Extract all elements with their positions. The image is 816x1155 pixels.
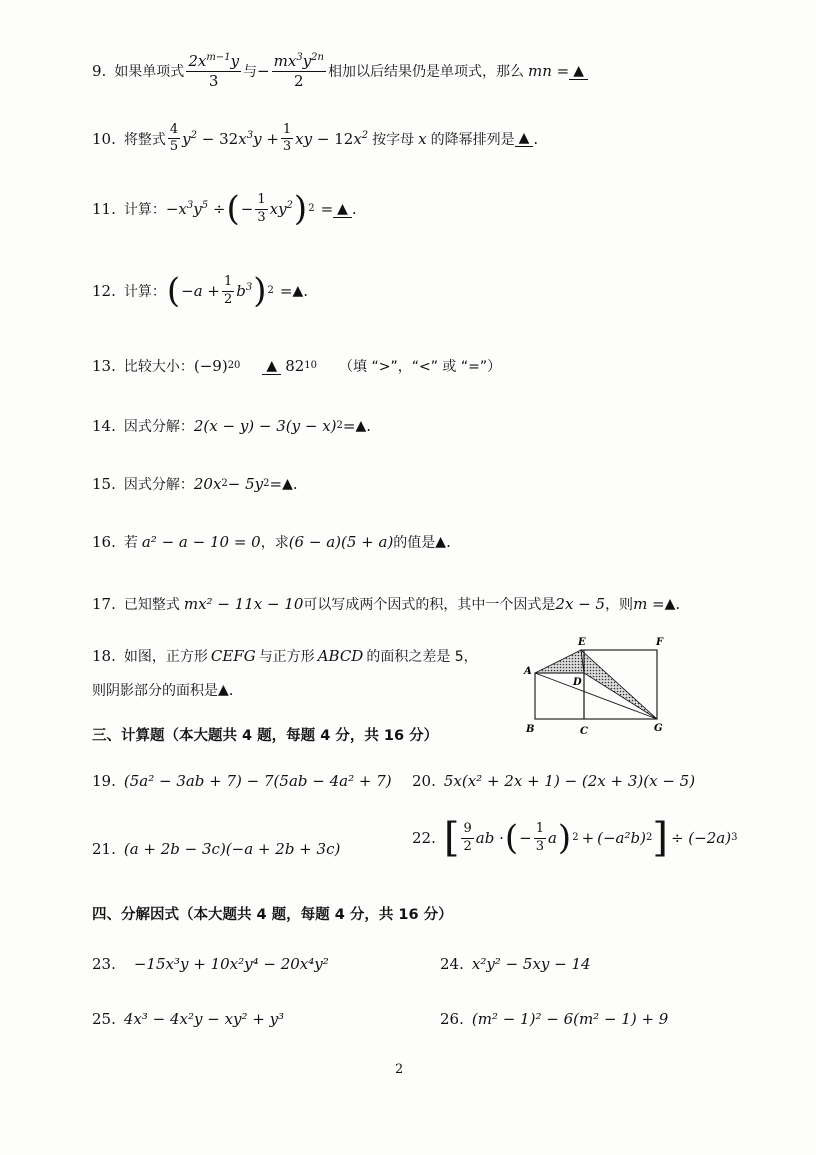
question-number: 14. [92,417,116,435]
expression: (−a²b) [597,829,646,847]
expression: (m² − 1)² − 6(m² − 1) + 9 [471,1010,669,1028]
page-number: 2 [395,1062,404,1077]
question-text: 与 [243,64,258,81]
question-text: 如图，正方形 [123,649,208,665]
question-9: 9. 如果单项式 $\frac{2x^{m-1}y}{3}$ 与 − $\frac{mx^3y^{2n}}{2}$ 相加以后结果仍是单项式，那么 mn = ▲ [92,52,588,91]
fraction: $\frac{1}{3}$ [535,821,544,854]
equals: = [342,417,356,435]
expression: (5a² − 3ab + 7) − 7(5ab − 4a² + 7) [123,772,392,790]
expression: a [547,829,557,847]
question-10: 10. 将整式 $\frac{4}{5}$ $y^2 - 32x^3y$ + $\frac{1}{3}$ xy − $12x^2$ 按字母 x 的降幂排列是 ▲ . [92,122,539,155]
factor: 2x − 5 [555,595,606,613]
expression: 20x [193,475,222,493]
expression: 5x(x² + 2x + 1) − (2x + 3)(x − 5) [443,772,696,790]
square-name: ABCD [317,647,364,665]
question-26 [440,1010,668,1028]
question-11: 11. 计算： $-x^3y^5$ ÷ ( − $\frac{1}{3}$ $xy^2$ ) 2 = ▲ . [92,189,357,229]
question-number: 18. [92,647,116,665]
question-number: 24. [440,955,464,973]
fraction: $\frac{1}{3}$ [257,192,266,225]
question-number: 17. [92,595,116,613]
period: . [292,475,298,493]
label-a: A [524,666,532,677]
question-text: 按字母 [372,131,415,148]
label-c: C [580,726,588,735]
shaded-region-main [581,650,657,719]
expression: ÷ (−2a) [670,829,732,847]
answer-blank: ▲ [282,476,293,492]
question-text: 与正方形 [258,649,315,665]
question-number: 19. [92,772,116,790]
question-18 [92,646,478,666]
label-d: D [573,677,582,688]
plus: + [581,829,595,847]
answer-blank: ▲ [218,682,229,698]
question-number: 26. [440,1010,464,1028]
answer-blank: ▲ [515,130,534,147]
answer-blank: ▲ [262,358,281,375]
label-b: B [526,724,535,735]
question-12: 12. 计算： ( −a + $\frac{1}{2}$ $b^3$ ) 2 = ▲ . [92,271,309,311]
question-18-line2 [92,680,234,700]
expression: −15x³y + 10x²y⁴ − 20x⁴y² [133,955,329,973]
question-number: 22. [412,829,436,847]
answer-prompt: mn = [527,62,570,81]
answer-blank: ▲ [569,63,588,80]
square-name: CEFG [210,647,256,665]
section-heading-3: 三、计算题（本大题共 4 题，每题 4 分，共 16 分） [92,728,439,744]
fraction: $\frac{1}{3}$ [282,122,292,155]
question-20 [412,772,695,790]
expression: ab · [475,829,504,847]
expression: − 5y [227,475,264,493]
period: . [228,681,234,699]
section-heading-4: 四、分解因式（本大题共 4 题，每题 4 分，共 16 分） [92,907,453,923]
expression: (a + 2b − 3c)(−a + 2b + 3c) [123,840,341,858]
question-text: 已知整式 [123,597,180,613]
fraction-monomial-2: $\frac{mx^3y^{2n}}{2}$ [273,52,324,90]
question-text: 计算： [123,202,166,218]
answer-blank: ▲ [664,596,676,612]
question-number: 23. [92,955,116,973]
question-number: 10. [92,129,116,148]
question-21 [92,840,340,858]
geometry-figure [520,633,670,735]
condition: a² − a − 10 = 0 [141,533,261,551]
period: . [446,533,451,551]
question-text: 的值是 [393,535,436,551]
expression: 2(x − y) − 3(y − x) [193,417,337,435]
equals: = [320,200,334,218]
period: . [303,282,309,300]
equals: = [269,475,283,493]
question-number: 12. [92,282,116,300]
answer-blank: ▲ [333,201,352,218]
question-text: 则阴影部分的面积是 [92,683,218,699]
question-text: （填 “>”，“<” 或 “=”） [339,359,502,375]
fraction: $\frac{4}{5}$ [169,122,179,155]
question-14: 14. 因式分解： 2(x − y) − 3(y − x) 2 = ▲ . [92,417,372,435]
question-number: 16. [92,533,116,551]
question-text: 的面积之差是 5， [366,649,478,665]
question-19 [92,772,392,790]
question-text: 将整式 [123,131,166,148]
label-e: E [578,637,586,648]
fraction-monomial-1: $\frac{2x^{m-1}y}{3}$ [188,52,240,90]
question-23 [92,955,329,973]
question-24 [440,955,591,973]
equals: = [279,282,293,300]
variable: x [418,129,427,148]
left-expression: (−9) [193,357,228,375]
fraction: $\frac{1}{2}$ [223,274,233,307]
answer-blank: ▲ [292,283,304,299]
question-text: 的降幂排列是 [430,131,515,148]
question-number: 15. [92,475,116,493]
period: . [675,595,681,613]
question-17 [92,594,680,614]
question-number: 11. [92,200,116,218]
question-text: 如果单项式 [114,64,185,81]
expression: mx² − 11x − 10 [183,595,304,613]
question-number: 13. [92,357,116,375]
question-text: 因式分解： [123,477,194,493]
period: . [366,417,372,435]
answer-blank: ▲ [355,418,367,434]
question-22: 22. [ $\frac{9}{2}$ ab · ( − $\frac{1}{3}$ a ) 2 + (−a²b) 2 ] ÷ (−2a) 3 [412,815,738,861]
question-text: 若 [123,535,138,551]
shaded-region-top [535,650,584,673]
right-expression: 82 [285,357,305,375]
question-16 [92,532,451,552]
question-13: 13. 比较大小： (−9) 20 ▲ 82 10 （填 “>”，“<” 或 “=”） [92,357,502,375]
question-text: 相加以后结果仍是单项式，那么 [327,64,524,81]
question-text: 比较大小： [123,359,194,375]
period: . [533,129,539,148]
question-15: 15. 因式分解： 20x 2 − 5y 2 = ▲ . [92,475,298,493]
answer-prompt: m = [633,595,665,613]
question-number: 21. [92,840,116,858]
question-text: 计算： [123,284,166,300]
expression: (6 − a)(5 + a) [288,533,394,551]
fraction: $\frac{9}{2}$ [463,821,472,854]
question-text: 因式分解： [123,419,194,435]
label-g: G [654,723,663,734]
label-f: F [656,637,664,648]
expression: 4x³ − 4x²y − xy² + y³ [123,1010,285,1028]
question-number: 25. [92,1010,116,1028]
question-25 [92,1010,284,1028]
question-text: ，求 [260,535,289,551]
question-text: ，则 [605,597,634,613]
question-number: 9. [92,62,107,81]
expression: x²y² − 5xy − 14 [471,955,591,973]
period: . [351,200,357,218]
question-number: 20. [412,772,436,790]
answer-blank: ▲ [435,534,447,550]
question-text: 可以写成两个因式的积，其中一个因式是 [303,597,556,613]
